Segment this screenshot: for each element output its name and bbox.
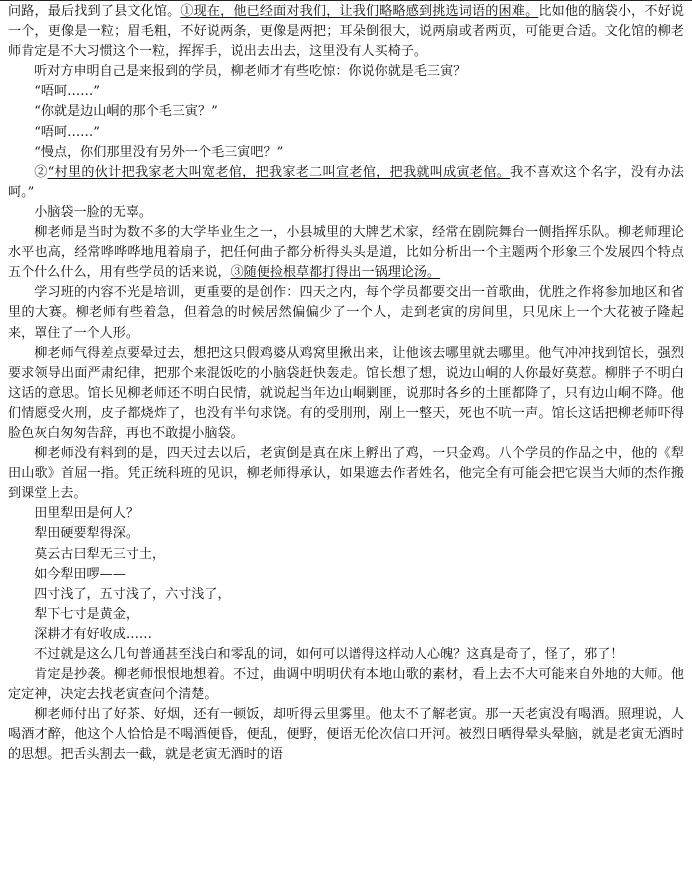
paragraph	[8, 203, 684, 223]
paragraph	[8, 665, 684, 705]
paragraph	[8, 163, 684, 203]
paragraph	[8, 223, 684, 283]
poem-line	[8, 605, 684, 625]
text-run: 我不喜欢这个名字，没有办法呵。”	[8, 164, 685, 200]
paragraph	[8, 444, 684, 504]
paragraph	[8, 143, 684, 163]
poem-line	[8, 565, 684, 585]
text-run: 深耕才有好收成……	[34, 626, 153, 642]
text-run: 柳老师付出了好茶、好烟，还有一顿饭，却听得云里雾里。他太不了解老寅。那一天老寅没有喝酒。照理说，人喝酒才醉，他这个人恰恰是不喝酒便昏，便乱，便野，便语无伦次信口开河。被烈日晒得晕头晕脑，就是老寅无酒时的思想。把舌头割去一截，就是老寅无酒时的语	[8, 707, 684, 763]
paragraph	[8, 2, 684, 62]
text-run: 四寸浅了，五寸浅了，六寸浅了，	[34, 586, 231, 602]
text-run: 柳老师没有料到的是，四天过去以后，老寅倒是真在床上孵出了鸡，一只金鸡。八个学员的作品之中，他的《犁田山歌》首屈一指。凭正统科班的见识，柳老师得承认，如果遮去作者姓名，他完全有可能会把它误当大师的杰作搬到课堂上去。	[8, 446, 684, 502]
text-run: “慢点，你们那里没有另外一个毛三寅吧？”	[34, 144, 284, 160]
text-run: ②	[34, 164, 48, 180]
poem-line	[8, 625, 684, 645]
paragraph	[8, 645, 684, 665]
text-run: 莫云古曰犁无三寸土，	[34, 546, 166, 562]
text-run: 问路，最后找到了县文化馆。	[8, 4, 181, 19]
paragraph	[8, 283, 684, 343]
text-run: 犁田硬要犁得深。	[34, 526, 139, 542]
paragraph	[8, 102, 684, 122]
poem-line	[8, 585, 684, 605]
paragraph	[8, 123, 684, 143]
paragraph	[8, 344, 684, 444]
text-run: 不过就是这么几句普通甚至浅白和零乱的词，如何可以谱得这样动人心魄？这真是奇了，怪了，邪了！	[34, 647, 624, 662]
text-run: 听对方申明自己是来报到的学员，柳老师才有些吃惊：你说你就是毛三寅？	[34, 64, 467, 80]
text-run: “唔呵……”	[34, 124, 100, 140]
text-run: 犁下七寸是黄金，	[34, 606, 139, 622]
text-run: 比如他的脑袋小，不好说一个，更像是一粒；眉毛粗，不好说两条，更像是两把；耳朵倒很大，说两扇或者两页，可能更合适。文化馆的柳老师肯定是不大习惯这个一粒，挥挥手，说出去出去，这里没有人买椅子。	[8, 4, 685, 60]
text-run: 如今犁田啰——	[34, 566, 126, 582]
poem-line	[8, 545, 684, 565]
paragraph	[8, 705, 684, 765]
text-run: 田里犁田是何人？	[34, 506, 139, 522]
text-run: 学习班的内容不光是培训，更重要的是创作：四天之内，每个学员都要交出一首歌曲，优胜之作将参加地区和省里的大赛。柳老师有些着急，但着急的时候居然偏偏少了一个人，走到老寅的房间里，只见床上一个大花被子隆起来，罩住了一个人形。	[8, 285, 684, 341]
text-run: 柳老师气得差点要晕过去，想把这只假鸡婆从鸡窝里揪出来，让他该去哪里就去哪里。他气冲冲找到馆长，强烈要求领导出面严肃纪律，把那个来混饭吃的小脑袋赶快轰走。馆长想了想，说边山峒的人你最好莫惹。柳胖子不明白这话的意思。馆长见柳老师还不明白民情，就说起当年边山峒剿匪，说那时各乡的土匪都降了，只有边山峒不降。他们情愿受火刑，皮子都烧炸了，也没有半句求饶。有的受刖刑，剐上一整天，死也不吭一声。馆长这话把柳老师吓得脸色灰白匆匆告辞，再也不敢提小脑袋。	[8, 345, 684, 441]
text-run: “你就是边山峒的那个毛三寅？”	[34, 104, 218, 120]
poem-line	[8, 524, 684, 544]
underlined-sentence: ①现在，他已经面对我们，让我们略略感到挑选词语的困难。	[180, 4, 539, 19]
text-run: 柳老师是当时为数不多的大学毕业生之一，小县城里的大牌艺术家，经常在剧院舞台一侧指挥乐队。柳老师理论水平也高，经常哗哗哗地甩着扇子，把任何曲子都分析得头头是道，比如分析出一个主题两个形象三个发展四个特点五个什么什么，用有些学员的话来说，	[8, 225, 684, 281]
underlined-sentence: ③随便捡根草都打得出一锅理论汤。	[230, 265, 441, 281]
text-run: 小脑袋一脸的无辜。	[34, 204, 153, 220]
poem-line	[8, 504, 684, 524]
paragraph	[8, 82, 684, 102]
text-run: “唔呵……”	[34, 84, 100, 100]
text-run: 肯定是抄袭。柳老师恨恨地想着。不过，曲调中明明伏有本地山歌的素材，看上去不大可能来自外地的大师。他定定神，决定去找老寅查问个清楚。	[8, 667, 684, 703]
underlined-sentence: “村里的伙计把我家老大叫宽老倌，把我家老二叫宣老倌，把我就叫成寅老倌。	[47, 164, 511, 180]
paragraph	[8, 62, 684, 82]
